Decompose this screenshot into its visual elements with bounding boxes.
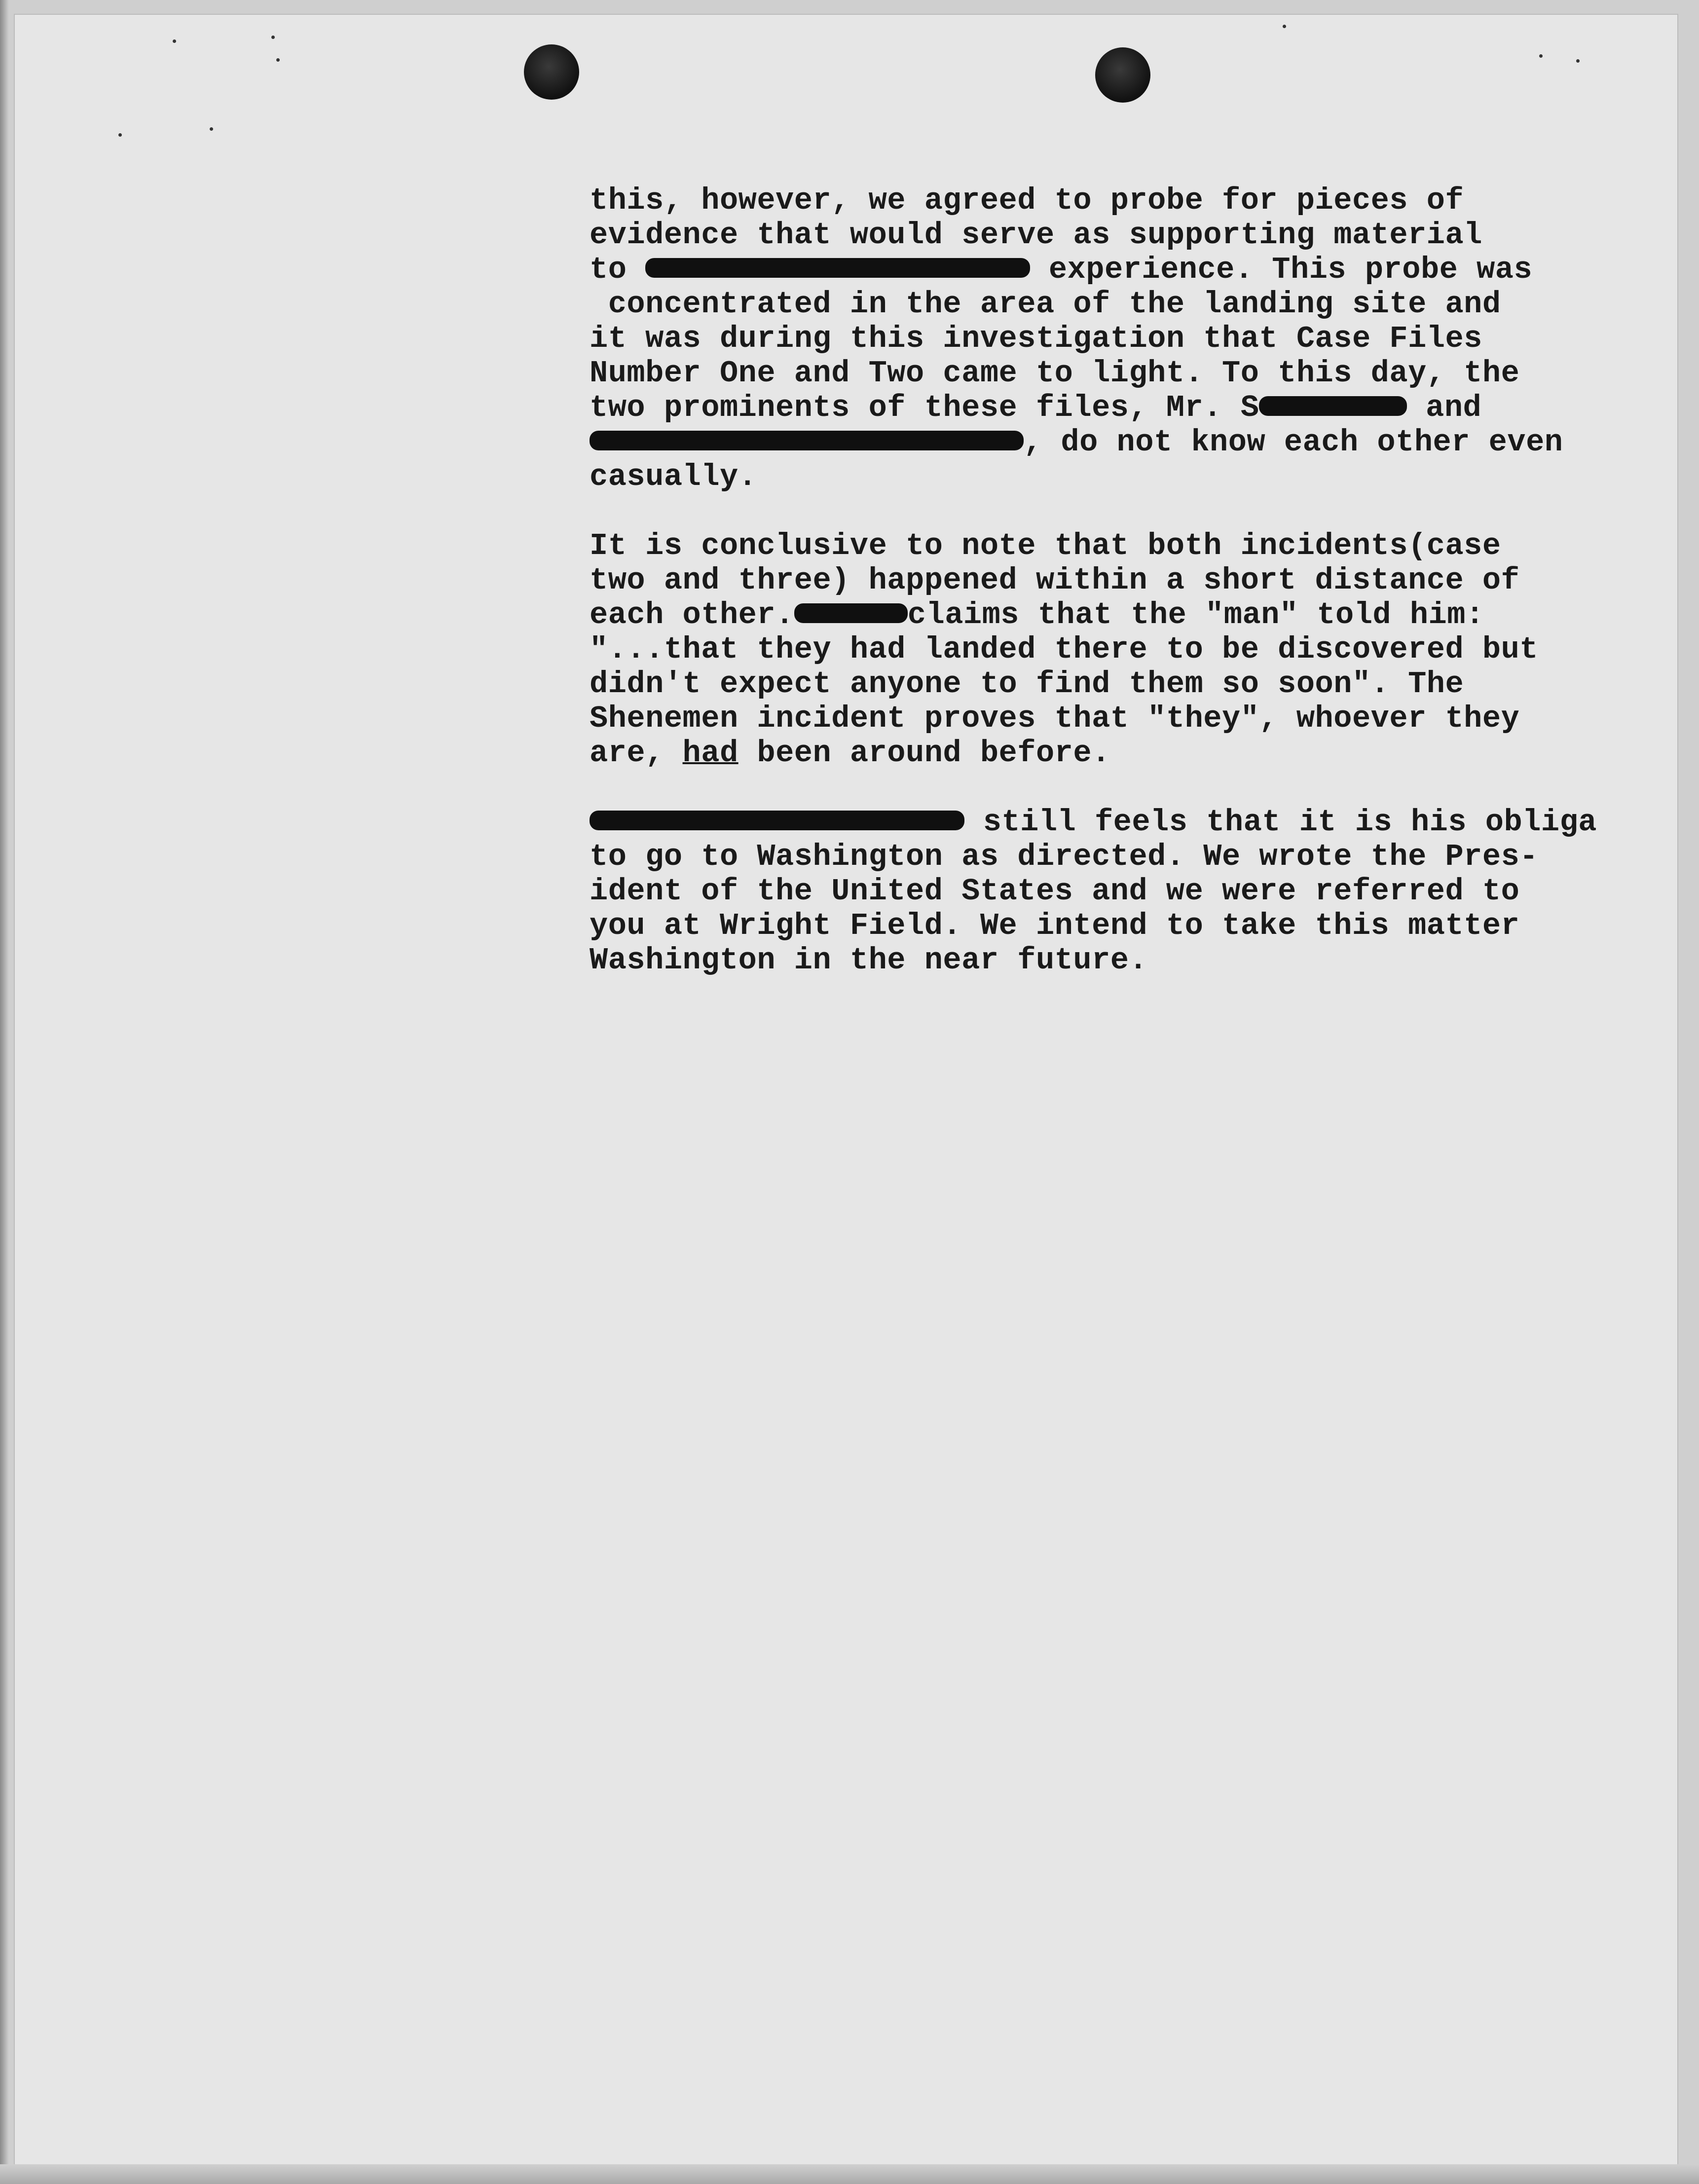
scan-speck xyxy=(173,39,176,43)
text-line xyxy=(590,184,1675,218)
text-segment: concentrated in the area of the landing site and xyxy=(590,287,1501,322)
punch-hole xyxy=(1095,47,1150,103)
punch-hole xyxy=(524,44,579,100)
text-line xyxy=(590,460,1675,494)
text-segment: two and three) happened within a short distance of xyxy=(590,563,1520,598)
text-segment: it was during this investigation that Case Files xyxy=(590,321,1482,356)
text-line xyxy=(590,667,1675,702)
text-segment: didn't expect anyone to find them so soon". The xyxy=(590,666,1464,702)
scan-speck xyxy=(1283,25,1286,28)
text-segment: are, xyxy=(590,736,683,771)
scan-left-edge xyxy=(0,0,9,2184)
text-line xyxy=(590,632,1675,667)
text-segment: this, however, we agreed to probe for pieces of xyxy=(590,183,1464,218)
text-segment: ident of the United States and we were referred to xyxy=(590,874,1520,909)
underlined-word: had xyxy=(682,736,739,771)
text-line xyxy=(590,425,1675,460)
text-line xyxy=(590,598,1675,632)
text-line xyxy=(590,529,1675,563)
text-segment: claims that the "man" told him: xyxy=(907,597,1484,632)
text-line xyxy=(590,287,1675,322)
scan-speck xyxy=(271,36,275,39)
text-segment: you at Wright Field. We intend to take this matter xyxy=(590,908,1520,943)
paragraph xyxy=(590,529,1675,771)
text-segment: It is conclusive to note that both incidents(case xyxy=(590,528,1501,563)
text-segment: "...that they had landed there to be discovered but xyxy=(590,632,1539,667)
scan-speck xyxy=(210,127,213,131)
text-line xyxy=(590,874,1675,909)
text-segment: Number One and Two came to light. To this day, the xyxy=(590,356,1520,391)
text-segment: Washington in the near future. xyxy=(590,943,1148,978)
redaction-mark xyxy=(645,258,1030,278)
text-line xyxy=(590,356,1675,391)
text-line xyxy=(590,563,1675,598)
scan-speck xyxy=(118,133,122,137)
text-segment: to go to Washington as directed. We wrote the Pres- xyxy=(590,839,1539,874)
text-line xyxy=(590,840,1675,874)
text-segment: each other. xyxy=(590,597,794,632)
text-segment: and xyxy=(1407,390,1482,425)
scan-bottom-edge xyxy=(0,2164,1699,2184)
paragraph xyxy=(590,805,1675,978)
scan-speck xyxy=(276,58,280,62)
text-segment: still feels that it is his obliga xyxy=(964,805,1597,840)
scan-speck xyxy=(1539,54,1543,58)
text-segment: Shenemen incident proves that "they", whoever they xyxy=(590,701,1520,736)
text-segment: , do not know each other even xyxy=(1024,425,1563,460)
text-line xyxy=(590,909,1675,943)
scan-speck xyxy=(1576,59,1580,63)
redaction-mark xyxy=(590,811,964,830)
text-segment: experience. This probe was xyxy=(1030,252,1533,287)
redaction-mark xyxy=(794,603,908,623)
text-line xyxy=(590,943,1675,978)
text-line xyxy=(590,805,1675,840)
redaction-mark xyxy=(1259,396,1407,416)
text-line xyxy=(590,253,1675,287)
text-line xyxy=(590,218,1675,253)
redaction-mark xyxy=(590,431,1024,450)
typed-letter-body xyxy=(590,184,1675,1012)
paragraph xyxy=(590,184,1675,494)
text-segment: two prominents of these files, Mr. S xyxy=(590,390,1259,425)
text-segment: been around before. xyxy=(738,736,1110,771)
text-line xyxy=(590,736,1675,771)
text-segment: casually. xyxy=(590,459,757,494)
text-line xyxy=(590,322,1675,356)
text-line xyxy=(590,391,1675,425)
text-segment: to xyxy=(590,252,646,287)
text-line xyxy=(590,702,1675,736)
text-segment: evidence that would serve as supporting material xyxy=(590,218,1482,253)
